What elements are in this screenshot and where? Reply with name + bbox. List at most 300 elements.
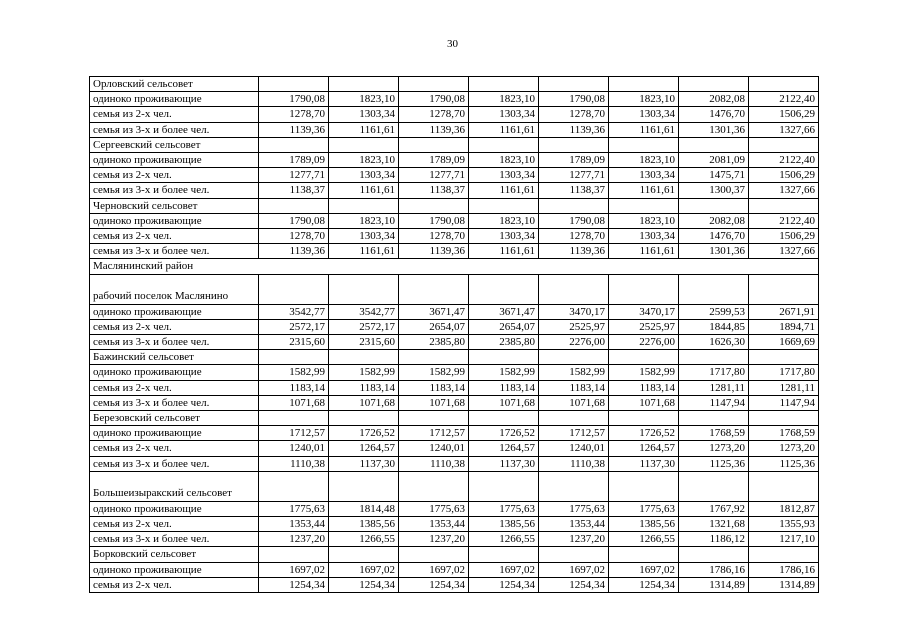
table-cell: 1281,11 (679, 380, 749, 395)
section-heading-row (90, 411, 819, 426)
row-label: семья из 3-х и более чел. (90, 532, 259, 547)
table-cell (609, 137, 679, 152)
table-cell (399, 77, 469, 92)
row-label: семья из 2-х чел. (90, 107, 259, 122)
table-cell: 1240,01 (399, 441, 469, 456)
table-cell (399, 350, 469, 365)
table-row (90, 244, 819, 259)
table-cell (749, 350, 819, 365)
table-cell: 1161,61 (469, 183, 539, 198)
table-cell: 1767,92 (679, 501, 749, 516)
table-cell (749, 471, 819, 501)
table-cell: 1278,70 (539, 229, 609, 244)
table-cell (469, 137, 539, 152)
section-heading: Большеизыракский сельсовет (90, 471, 259, 501)
table-cell: 1823,10 (329, 153, 399, 168)
table-cell: 2315,60 (329, 335, 399, 350)
section-heading: Бажинский сельсовет (90, 350, 259, 365)
table-cell: 1071,68 (259, 395, 329, 410)
table-cell: 1823,10 (609, 92, 679, 107)
table-cell: 1697,02 (609, 562, 679, 577)
table-row (90, 380, 819, 395)
table-cell: 1138,37 (259, 183, 329, 198)
table-cell: 1139,36 (399, 122, 469, 137)
table-cell: 1476,70 (679, 107, 749, 122)
table-cell: 1353,44 (259, 517, 329, 532)
table-cell: 1790,08 (399, 92, 469, 107)
table-cell (539, 411, 609, 426)
table-cell: 1137,30 (469, 456, 539, 471)
section-heading-row (90, 274, 819, 304)
table-cell (679, 274, 749, 304)
table-row (90, 441, 819, 456)
table-cell (679, 198, 749, 213)
table-cell: 2122,40 (749, 92, 819, 107)
table-cell: 1161,61 (609, 183, 679, 198)
table-cell: 1183,14 (329, 380, 399, 395)
table-cell: 1277,71 (259, 168, 329, 183)
table-cell: 1582,99 (399, 365, 469, 380)
table-cell (539, 198, 609, 213)
table-cell: 1669,69 (749, 335, 819, 350)
table-cell: 1266,55 (469, 532, 539, 547)
table-cell: 1110,38 (259, 456, 329, 471)
table-cell: 1823,10 (329, 92, 399, 107)
section-heading-row (90, 471, 819, 501)
table-cell: 1327,66 (749, 122, 819, 137)
table-cell (749, 411, 819, 426)
table-cell: 2122,40 (749, 213, 819, 228)
table-cell: 1137,30 (609, 456, 679, 471)
table-cell: 1254,34 (259, 577, 329, 592)
table-cell: 1139,36 (399, 244, 469, 259)
table-cell: 1385,56 (609, 517, 679, 532)
table-cell: 1812,87 (749, 501, 819, 516)
table-cell: 1138,37 (539, 183, 609, 198)
table-row (90, 183, 819, 198)
table-cell: 1303,34 (469, 107, 539, 122)
table-cell: 1277,71 (539, 168, 609, 183)
table-cell: 1814,48 (329, 501, 399, 516)
table-cell (539, 547, 609, 562)
table-cell: 1278,70 (259, 229, 329, 244)
table-cell: 1301,36 (679, 244, 749, 259)
table-cell: 1823,10 (609, 153, 679, 168)
row-label: семья из 3-х и более чел. (90, 456, 259, 471)
table-cell: 1071,68 (399, 395, 469, 410)
table-cell (399, 198, 469, 213)
table-cell: 1385,56 (469, 517, 539, 532)
table-cell: 2082,08 (679, 92, 749, 107)
row-label: одиноко проживающие (90, 304, 259, 319)
table-cell (679, 547, 749, 562)
table-cell: 1273,20 (679, 441, 749, 456)
table-cell: 1237,20 (539, 532, 609, 547)
table-cell: 1183,14 (399, 380, 469, 395)
table-row (90, 501, 819, 516)
table-cell: 1717,80 (679, 365, 749, 380)
table-cell (679, 137, 749, 152)
table-cell: 1183,14 (609, 380, 679, 395)
district-row (90, 259, 819, 274)
row-label: одиноко проживающие (90, 153, 259, 168)
table-cell (399, 547, 469, 562)
table-cell: 2276,00 (539, 335, 609, 350)
table-cell: 1237,20 (259, 532, 329, 547)
table-row (90, 213, 819, 228)
table-cell: 1161,61 (609, 244, 679, 259)
table-cell (329, 350, 399, 365)
table-cell (539, 471, 609, 501)
table-cell: 1786,16 (679, 562, 749, 577)
table-cell (609, 471, 679, 501)
table-cell: 1139,36 (539, 244, 609, 259)
table-cell: 1125,36 (679, 456, 749, 471)
table-row (90, 335, 819, 350)
table-cell (259, 471, 329, 501)
table-cell: 1217,10 (749, 532, 819, 547)
table-cell: 1303,34 (329, 107, 399, 122)
table-cell: 2525,97 (609, 319, 679, 334)
table-cell: 1303,34 (609, 107, 679, 122)
table-cell: 2525,97 (539, 319, 609, 334)
table-cell (259, 198, 329, 213)
table-cell: 1281,11 (749, 380, 819, 395)
table-cell (399, 274, 469, 304)
table-cell: 1582,99 (329, 365, 399, 380)
table-cell (539, 350, 609, 365)
table-cell: 1277,71 (399, 168, 469, 183)
row-label: семья из 2-х чел. (90, 517, 259, 532)
row-label: семья из 3-х и более чел. (90, 183, 259, 198)
table-cell: 1303,34 (609, 229, 679, 244)
table-cell: 1254,34 (609, 577, 679, 592)
table-cell: 1768,59 (679, 426, 749, 441)
section-heading: Маслянинский район (90, 259, 819, 274)
table-cell: 1385,56 (329, 517, 399, 532)
table-cell: 1790,08 (539, 92, 609, 107)
table-row (90, 395, 819, 410)
table-cell: 1314,89 (679, 577, 749, 592)
table-cell (609, 547, 679, 562)
table-cell: 1506,29 (749, 168, 819, 183)
table-cell: 1071,68 (609, 395, 679, 410)
table-cell: 1147,94 (679, 395, 749, 410)
table-cell: 1327,66 (749, 244, 819, 259)
row-label: семья из 3-х и более чел. (90, 335, 259, 350)
table-cell: 1726,52 (609, 426, 679, 441)
table-cell: 2654,07 (469, 319, 539, 334)
table-cell (679, 411, 749, 426)
table-cell: 1303,34 (609, 168, 679, 183)
table-cell: 1697,02 (329, 562, 399, 577)
table-row (90, 456, 819, 471)
table-cell: 1303,34 (329, 168, 399, 183)
table-cell (469, 274, 539, 304)
table-cell: 1789,09 (399, 153, 469, 168)
row-label: одиноко проживающие (90, 426, 259, 441)
table-cell (469, 411, 539, 426)
table-cell: 1139,36 (259, 244, 329, 259)
table-cell: 1071,68 (539, 395, 609, 410)
table-cell (679, 350, 749, 365)
table-cell: 2385,80 (399, 335, 469, 350)
table-cell: 1303,34 (329, 229, 399, 244)
table-cell (609, 350, 679, 365)
table-cell: 1712,57 (399, 426, 469, 441)
table-cell: 1161,61 (609, 122, 679, 137)
table-row (90, 92, 819, 107)
table-cell: 1303,34 (469, 168, 539, 183)
table-row (90, 532, 819, 547)
table-cell (329, 411, 399, 426)
table-cell: 1506,29 (749, 229, 819, 244)
table-cell: 1823,10 (469, 92, 539, 107)
table-cell: 3470,17 (609, 304, 679, 319)
table-cell (469, 198, 539, 213)
table-cell: 2654,07 (399, 319, 469, 334)
table-cell (609, 77, 679, 92)
table-cell: 1355,93 (749, 517, 819, 532)
section-heading: Орловский сельсовет (90, 77, 259, 92)
row-label: семья из 2-х чел. (90, 441, 259, 456)
table-cell: 1726,52 (469, 426, 539, 441)
table-cell: 3671,47 (399, 304, 469, 319)
table-cell: 1254,34 (539, 577, 609, 592)
table-cell (469, 471, 539, 501)
table-cell: 1110,38 (399, 456, 469, 471)
table-cell: 1254,34 (399, 577, 469, 592)
table-cell (329, 77, 399, 92)
table-cell: 2276,00 (609, 335, 679, 350)
table-row (90, 107, 819, 122)
table-cell (399, 411, 469, 426)
table-cell: 1186,12 (679, 532, 749, 547)
table-cell (469, 350, 539, 365)
table-cell: 1844,85 (679, 319, 749, 334)
table-cell: 1161,61 (469, 122, 539, 137)
table-cell: 2385,80 (469, 335, 539, 350)
table-cell: 2315,60 (259, 335, 329, 350)
table-cell: 1147,94 (749, 395, 819, 410)
table-row (90, 365, 819, 380)
section-heading: Березовский сельсовет (90, 411, 259, 426)
table-cell: 1278,70 (399, 229, 469, 244)
table-cell: 1476,70 (679, 229, 749, 244)
table-cell (749, 547, 819, 562)
table-cell (679, 471, 749, 501)
table-cell: 1301,36 (679, 122, 749, 137)
table-cell: 1327,66 (749, 183, 819, 198)
section-heading: рабочий поселок Маслянино (90, 274, 259, 304)
table-cell (329, 471, 399, 501)
table-cell: 1264,57 (469, 441, 539, 456)
table-row (90, 153, 819, 168)
table-cell: 1775,63 (399, 501, 469, 516)
table-cell: 1697,02 (399, 562, 469, 577)
table-cell (329, 274, 399, 304)
table-cell: 1353,44 (399, 517, 469, 532)
table-cell: 1582,99 (609, 365, 679, 380)
table-cell: 3542,77 (259, 304, 329, 319)
table-cell: 2671,91 (749, 304, 819, 319)
table-cell (749, 274, 819, 304)
section-heading: Сергеевский сельсовет (90, 137, 259, 152)
table-cell: 1321,68 (679, 517, 749, 532)
table-cell: 1582,99 (259, 365, 329, 380)
table-cell: 1823,10 (609, 213, 679, 228)
table-row (90, 168, 819, 183)
table-cell: 1823,10 (469, 153, 539, 168)
table-cell (749, 198, 819, 213)
table-row (90, 229, 819, 244)
row-label: одиноко проживающие (90, 501, 259, 516)
table-cell: 1894,71 (749, 319, 819, 334)
table-cell: 1789,09 (259, 153, 329, 168)
section-heading-row (90, 350, 819, 365)
table-cell: 1278,70 (399, 107, 469, 122)
table-cell: 2081,09 (679, 153, 749, 168)
table-cell: 1823,10 (469, 213, 539, 228)
table-cell: 1071,68 (329, 395, 399, 410)
row-label: семья из 2-х чел. (90, 168, 259, 183)
table-cell (399, 137, 469, 152)
table-cell: 1775,63 (609, 501, 679, 516)
table-cell: 2572,17 (259, 319, 329, 334)
page-number: 30 (447, 38, 458, 50)
table-cell: 1139,36 (539, 122, 609, 137)
table-cell: 1254,34 (469, 577, 539, 592)
table-cell: 1266,55 (609, 532, 679, 547)
table-cell: 1314,89 (749, 577, 819, 592)
tariff-table (89, 76, 819, 593)
table-cell: 1790,08 (399, 213, 469, 228)
section-heading: Черновский сельсовет (90, 198, 259, 213)
table-cell: 1237,20 (399, 532, 469, 547)
table-cell (749, 137, 819, 152)
table-cell: 1137,30 (329, 456, 399, 471)
table-cell (259, 274, 329, 304)
table-cell: 2082,08 (679, 213, 749, 228)
table-cell: 1300,37 (679, 183, 749, 198)
table-cell: 1110,38 (539, 456, 609, 471)
table-cell: 1697,02 (259, 562, 329, 577)
table-cell (259, 137, 329, 152)
table-cell: 1726,52 (329, 426, 399, 441)
table-cell (259, 77, 329, 92)
table-cell: 1717,80 (749, 365, 819, 380)
table-cell: 1240,01 (259, 441, 329, 456)
table-cell: 1626,30 (679, 335, 749, 350)
table-cell: 3542,77 (329, 304, 399, 319)
table-cell: 1506,29 (749, 107, 819, 122)
table-cell: 3470,17 (539, 304, 609, 319)
table-cell (259, 350, 329, 365)
table-cell: 1138,37 (399, 183, 469, 198)
row-label: семья из 2-х чел. (90, 319, 259, 334)
table-cell: 1161,61 (469, 244, 539, 259)
table-cell: 2599,53 (679, 304, 749, 319)
table-cell: 1254,34 (329, 577, 399, 592)
table-body (90, 77, 819, 593)
table-cell: 1790,08 (259, 213, 329, 228)
table-cell (539, 77, 609, 92)
table-cell: 1768,59 (749, 426, 819, 441)
table-cell: 1264,57 (609, 441, 679, 456)
table-cell: 1266,55 (329, 532, 399, 547)
table-cell: 1775,63 (259, 501, 329, 516)
row-label: одиноко проживающие (90, 365, 259, 380)
table-cell: 2122,40 (749, 153, 819, 168)
section-heading-row (90, 198, 819, 213)
table-cell (609, 411, 679, 426)
table-cell: 1790,08 (539, 213, 609, 228)
table-cell (609, 274, 679, 304)
section-heading-row (90, 547, 819, 562)
table-cell: 1240,01 (539, 441, 609, 456)
table-row (90, 304, 819, 319)
table-cell: 1712,57 (539, 426, 609, 441)
table-row (90, 517, 819, 532)
table-cell: 2572,17 (329, 319, 399, 334)
table-cell (259, 547, 329, 562)
table-cell: 1125,36 (749, 456, 819, 471)
table-cell: 1161,61 (329, 122, 399, 137)
section-heading: Борковский сельсовет (90, 547, 259, 562)
table-cell: 1790,08 (259, 92, 329, 107)
table-cell: 1161,61 (329, 183, 399, 198)
table-cell: 1278,70 (539, 107, 609, 122)
row-label: семья из 2-х чел. (90, 229, 259, 244)
table-cell (679, 77, 749, 92)
table-row (90, 319, 819, 334)
section-heading-row (90, 77, 819, 92)
row-label: одиноко проживающие (90, 213, 259, 228)
table-cell (539, 137, 609, 152)
row-label: семья из 3-х и более чел. (90, 122, 259, 137)
table-cell: 1582,99 (469, 365, 539, 380)
row-label: семья из 3-х и более чел. (90, 395, 259, 410)
row-label: семья из 3-х и более чел. (90, 244, 259, 259)
table-cell: 3671,47 (469, 304, 539, 319)
table-cell: 1353,44 (539, 517, 609, 532)
table-cell: 1183,14 (539, 380, 609, 395)
table-cell: 1697,02 (539, 562, 609, 577)
table-cell (329, 547, 399, 562)
table-cell: 1823,10 (329, 213, 399, 228)
table-cell: 1775,63 (469, 501, 539, 516)
table-cell: 1475,71 (679, 168, 749, 183)
table-row (90, 122, 819, 137)
row-label: семья из 2-х чел. (90, 380, 259, 395)
row-label: семья из 2-х чел. (90, 577, 259, 592)
table-cell: 1139,36 (259, 122, 329, 137)
table-cell (749, 77, 819, 92)
table-cell: 1582,99 (539, 365, 609, 380)
section-heading-row (90, 137, 819, 152)
table-cell (399, 471, 469, 501)
table-row (90, 562, 819, 577)
table-cell: 1697,02 (469, 562, 539, 577)
table-cell (259, 411, 329, 426)
table-cell (609, 198, 679, 213)
table-cell: 1183,14 (469, 380, 539, 395)
table-cell (539, 274, 609, 304)
table-cell: 1789,09 (539, 153, 609, 168)
table-cell: 1273,20 (749, 441, 819, 456)
row-label: одиноко проживающие (90, 92, 259, 107)
table-cell (469, 77, 539, 92)
